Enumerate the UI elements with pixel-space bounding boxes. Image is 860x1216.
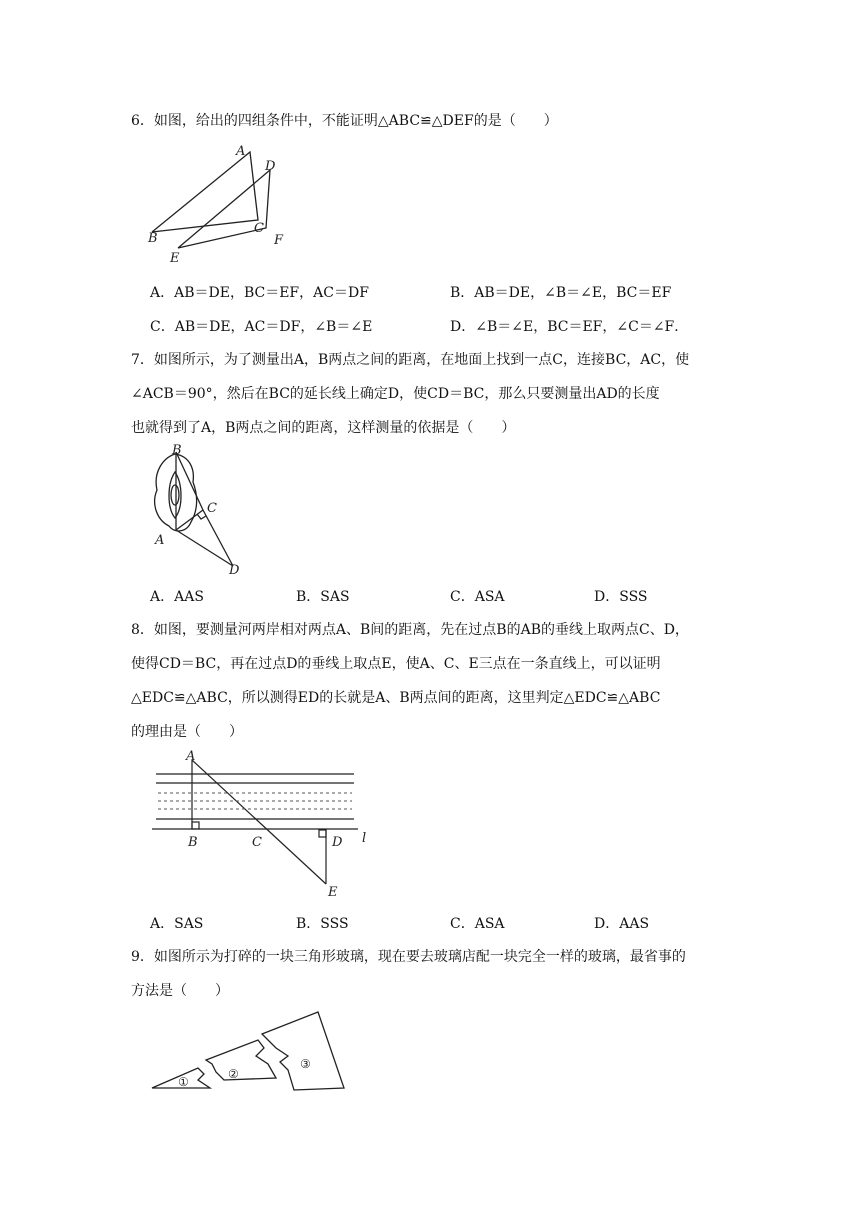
question-9 — [131, 940, 741, 1008]
question-7-line-3: 也就得到了A，B两点之间的距离，这样测量的依据是（ ） — [131, 420, 516, 436]
question-6 — [131, 104, 741, 138]
label-B: B — [148, 231, 158, 246]
question-6-stem: 6．如图，给出的四组条件中，不能证明△ABC≌△DEF的是（ ） — [131, 113, 558, 129]
label-l: l — [362, 831, 367, 846]
label-D: D — [265, 159, 276, 174]
label-C: C — [252, 835, 262, 850]
q8-option-b: B．SSS — [296, 916, 349, 932]
q8-option-c: C．ASA — [450, 916, 505, 932]
label-A: A — [236, 144, 246, 159]
label-B: B — [188, 835, 198, 850]
figure-q8-river — [148, 750, 368, 900]
label-E: E — [328, 885, 338, 900]
label-D: D — [332, 835, 343, 850]
q7-option-c: C．ASA — [450, 589, 505, 605]
label-F: F — [274, 233, 284, 248]
piece-1-label: ① — [178, 1075, 189, 1089]
label-D: D — [229, 563, 240, 578]
figure-q9-broken-glass — [150, 1008, 350, 1098]
label-A: A — [186, 749, 196, 764]
q7-option-d: D．SSS — [594, 589, 648, 605]
label-A: A — [155, 533, 165, 548]
figure-q6-triangles — [140, 140, 300, 270]
piece-3-label: ③ — [300, 1057, 311, 1071]
label-B: B — [172, 443, 182, 458]
question-7-line-1: 7．如图所示，为了测量出A，B两点之间的距离，在地面上找到一点C，连接BC，AC，使 — [131, 352, 690, 368]
q6-option-d: D．∠B＝∠E，BC＝EF，∠C＝∠F． — [450, 319, 689, 335]
question-9-line-1: 9．如图所示为打碎的一块三角形玻璃，现在要去玻璃店配一块完全一样的玻璃，最省事的 — [131, 949, 686, 965]
piece-2-label: ② — [228, 1067, 239, 1081]
question-9-line-2: 方法是（ ） — [131, 983, 229, 999]
label-E: E — [170, 251, 180, 266]
question-8-line-1: 8．如图，要测量河两岸相对两点A、B间的距离，先在过点B的AB的垂线上取两点C、D， — [131, 622, 689, 638]
question-8-line-4: 的理由是（ ） — [131, 724, 243, 740]
figure-q7-pond — [145, 442, 255, 577]
question-8-line-3: △EDC≌△ABC，所以测得ED的长就是A、B两点间的距离，这里判定△EDC≌△ABC — [131, 690, 661, 706]
label-C: C — [254, 221, 264, 236]
question-7-line-2: ∠ACB＝90°，然后在BC的延长线上确定D，使CD＝BC，那么只要测量出AD的长度 — [131, 386, 660, 402]
q8-option-d: D．AAS — [594, 916, 650, 932]
q6-option-b: B．AB＝DE，∠B＝∠E，BC＝EF — [450, 285, 672, 301]
q7-option-b: B．SAS — [296, 589, 350, 605]
question-7 — [131, 343, 741, 445]
question-8-line-2: 使得CD＝BC，再在过点D的垂线上取点E，使A、C、E三点在一条直线上，可以证明 — [131, 656, 661, 672]
question-8 — [131, 613, 741, 749]
q6-option-a: A．AB＝DE，BC＝EF，AC＝DF — [150, 285, 369, 301]
q6-option-c: C．AB＝DE，AC＝DF，∠B＝∠E — [150, 319, 373, 335]
q8-option-a: A．SAS — [150, 916, 204, 932]
q7-option-a: A．AAS — [150, 589, 204, 605]
label-C: C — [207, 501, 217, 516]
